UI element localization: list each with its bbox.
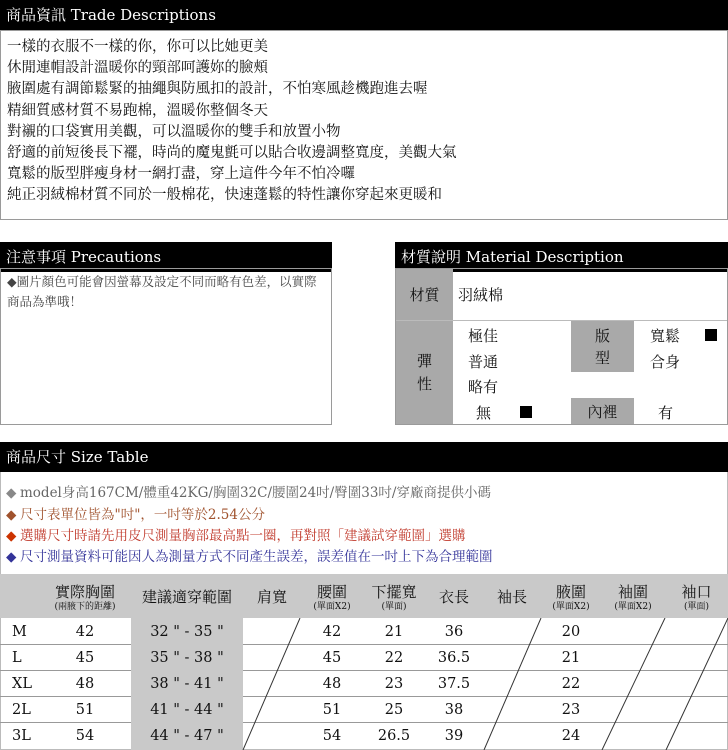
size-cell-chest: 54 — [75, 728, 95, 744]
size-cell-length: 38 — [444, 702, 464, 718]
size-cell-hem: 25 — [384, 702, 404, 718]
size-cell-hem: 26.5 — [377, 728, 411, 744]
col-header-armhole: 腋圍 (單面X2) — [552, 582, 590, 612]
trade-descriptions-box — [0, 30, 728, 220]
trade-line: 舒適的前短後長下襬，時尚的魔鬼氈可以貼合收邊調整寬度，美觀大氣 — [7, 145, 457, 162]
precautions-box — [0, 268, 332, 425]
size-cell-waist: 54 — [322, 728, 342, 744]
col-header-range: 建議適穿範圍 — [141, 587, 232, 606]
trade-line: 寬鬆的版型胖瘦身材一網打盡，穿上這件今年不怕冷囉 — [7, 166, 355, 183]
precaution-line: 商品為準哦！ — [7, 294, 83, 309]
elastic-label-char: 彈 — [416, 351, 432, 370]
size-cell-range: 32 " - 35 " — [150, 624, 224, 640]
size-label: M — [12, 624, 27, 640]
size-label: XL — [12, 676, 32, 692]
size-cell-waist: 42 — [322, 624, 342, 640]
fit-option: 合身 — [650, 352, 681, 371]
size-cell-waist: 51 — [322, 702, 342, 718]
trade-line: 純正羽絨棉材質不同於一般棉花，快速蓬鬆的特性讓你穿起來更暖和 — [7, 187, 442, 204]
material-header: 材質說明 Material Description — [395, 242, 728, 272]
size-cell-waist: 48 — [322, 676, 342, 692]
size-note: ◆ 選購尺寸時請先用皮尺測量胸部最高點一圈，再對照「建議試穿範圍」選購 — [6, 528, 466, 544]
material-label: 材質 — [396, 269, 453, 320]
col-header-shoulder: 肩寬 — [256, 587, 287, 606]
size-cell-armhole: 20 — [561, 624, 581, 640]
col-header-sleeve-width: 袖圍 (單面X2) — [614, 582, 652, 612]
size-cell-range: 38 " - 41 " — [150, 676, 224, 692]
size-cell-armhole: 23 — [561, 702, 581, 718]
size-cell-range: 44 " - 47 " — [150, 728, 224, 744]
col-header-length: 衣長 — [438, 587, 469, 606]
size-cell-chest: 51 — [75, 702, 95, 718]
fit-selected-mark — [705, 323, 717, 347]
trade-line: 腋圍處有調節鬆緊的抽繩與防風扣的設計，不怕寒風趁機跑進去喔 — [7, 81, 428, 98]
size-label: 2L — [12, 702, 31, 718]
size-cell-chest: 42 — [75, 624, 95, 640]
trade-line: 一樣的衣服不一樣的你，你可以比她更美 — [7, 39, 268, 55]
trade-line: 對襯的口袋實用美觀，可以溫暖你的雙手和放置小物 — [7, 123, 341, 140]
col-header-chest: 實際胸圍 (兩腋下的距離) — [54, 582, 116, 612]
lining-value: 有 — [658, 403, 674, 422]
trade-line: 休閒連帽設計溫暖你的頸部呵護妳的臉頰 — [7, 60, 268, 77]
lining-label: 內裡 — [571, 398, 634, 424]
size-cell-chest: 45 — [75, 650, 95, 666]
size-cell-hem: 22 — [384, 650, 404, 666]
size-note: ◆ 尺寸測量資料可能因人為測量方式不同產生誤差，誤差值在一吋上下為合理範圍 — [6, 549, 493, 565]
size-note: ◆ 尺寸表單位皆為"吋"，一吋等於2.54公分 — [6, 507, 265, 523]
col-header-cuff: 袖口 (單面) — [681, 582, 712, 612]
precaution-line: ◆圖片顏色可能會因螢幕及設定不同而略有色差，以實際 — [7, 274, 317, 289]
col-header-waist: 腰圍 (單面X2) — [313, 582, 351, 612]
size-cell-armhole: 24 — [561, 728, 581, 744]
size-table-header: 商品尺寸 Size Table — [0, 442, 728, 472]
size-cell-range: 41 " - 44 " — [150, 702, 224, 718]
size-cell-length: 39 — [444, 728, 464, 744]
size-cell-hem: 23 — [384, 676, 404, 692]
fit-label — [571, 321, 634, 372]
elastic-option: 極佳 — [468, 326, 499, 345]
elastic-option: 略有 — [468, 377, 499, 396]
size-label: 3L — [12, 728, 31, 744]
fit-label-char: 版 — [594, 326, 610, 345]
elastic-option: 普通 — [468, 352, 499, 371]
col-header-sleeve: 袖長 — [496, 587, 527, 606]
size-cell-length: 36 — [444, 624, 464, 640]
precautions-header: 注意事項 Precautions — [0, 242, 332, 272]
elastic-option: 無 — [476, 403, 492, 422]
material-value: 羽絨棉 — [458, 286, 504, 304]
elastic-label — [396, 321, 453, 424]
size-cell-armhole: 21 — [561, 650, 581, 666]
trade-descriptions-header: 商品資訊 Trade Descriptions — [0, 0, 728, 30]
size-note: ◆ model身高167CM/體重42KG/胸圍32C/腰圍24吋/臀圍33吋/穿廠商提供小碼 — [6, 485, 491, 501]
fit-label-char: 型 — [594, 348, 610, 367]
fit-option: 寬鬆 — [650, 326, 681, 345]
elastic-label-char: 性 — [416, 374, 432, 393]
size-cell-range: 35 " - 38 " — [150, 650, 224, 666]
size-cell-armhole: 22 — [561, 676, 581, 692]
size-cell-hem: 21 — [384, 624, 404, 640]
size-cell-waist: 45 — [322, 650, 342, 666]
col-header-hem: 下擺寬 (單面) — [371, 582, 417, 612]
size-cell-length: 37.5 — [437, 676, 471, 692]
size-cell-chest: 48 — [75, 676, 95, 692]
elastic-selected-mark — [520, 400, 532, 424]
size-label: L — [12, 650, 22, 666]
size-cell-length: 36.5 — [437, 650, 471, 666]
trade-line: 精細質感材質不易跑棉，溫暖你整個冬天 — [7, 102, 268, 119]
